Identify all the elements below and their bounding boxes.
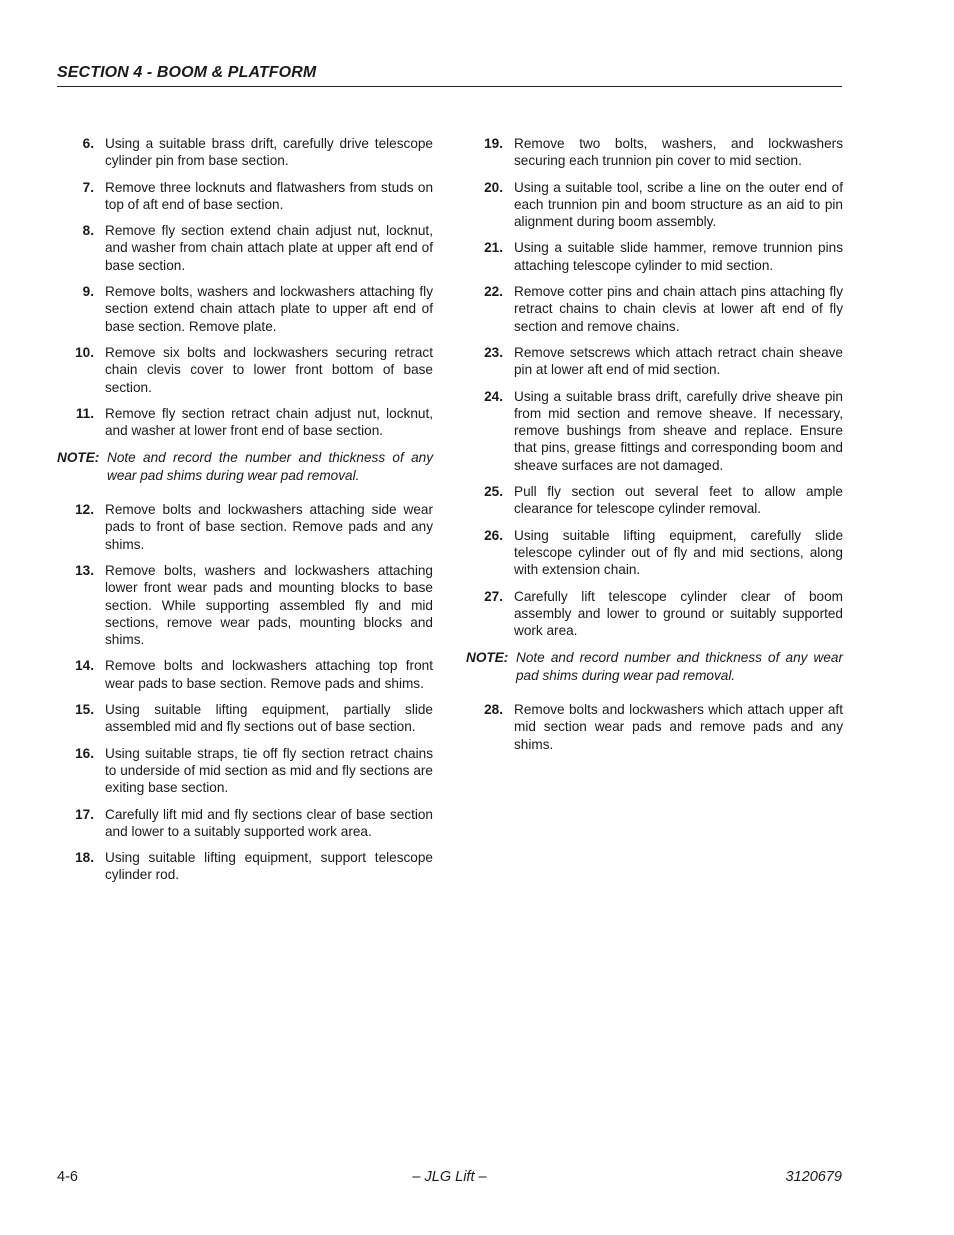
step-number: 19. [484, 136, 503, 151]
steps-list-right-a [466, 135, 843, 639]
footer-brand: – JLG Lift – [412, 1169, 487, 1185]
step-item [57, 745, 433, 797]
step-item [57, 806, 433, 841]
note-right [466, 649, 843, 684]
steps-list-left-a [57, 135, 433, 439]
step-number: 27. [484, 588, 503, 604]
step-text: Remove three locknuts and flatwashers from studs on top of aft end of base section. [105, 179, 433, 212]
step-text: Remove fly section retract chain adjust nut, locknut, and washer at lower front end of base section. [105, 405, 433, 439]
document-number: 3120679 [785, 1169, 842, 1185]
step-item [57, 701, 433, 736]
left-column [57, 135, 433, 893]
step-number: 24. [484, 388, 503, 404]
step-number: 14. [75, 658, 94, 674]
steps-list-left-b [57, 501, 433, 884]
step-text: Remove bolts, washers and lockwashers attaching lower front wear pads and mounting blocks to base section. While supporting assembled fly and mid sections, remove wear pads, mounting blocks and shims. [105, 562, 433, 648]
step-item [466, 388, 843, 474]
page-number: 4-6 [57, 1169, 78, 1185]
step-text: Using a suitable tool, scribe a line on the outer end of each trunnion pin and boom structure as an aid to pin alignment during boom assembly. [514, 179, 843, 230]
step-text: Remove bolts, washers and lockwashers attaching fly section extend chain attach plate to upper aft end of base section. Remove plate. [105, 284, 433, 334]
step-text: Remove six bolts and lockwashers securing retract chain clevis cover to lower front bottom of base section. [105, 344, 433, 395]
step-item [57, 179, 433, 214]
step-text: Using suitable lifting equipment, support telescope cylinder rod. [105, 850, 433, 883]
step-number: 12. [75, 502, 94, 518]
step-item [57, 657, 433, 692]
step-item [466, 283, 843, 335]
step-number: 8. [82, 223, 94, 239]
step-text: Remove setscrews which attach retract chain sheave pin at lower aft end of mid section. [514, 344, 843, 378]
note-label: NOTE: [466, 650, 509, 666]
note-label: NOTE: [57, 450, 100, 466]
step-item [57, 135, 433, 170]
step-item [57, 562, 433, 648]
step-item [466, 239, 843, 274]
note-text: Note and record number and thickness of any wear pad shims during wear pad removal. [516, 650, 843, 683]
step-item [57, 222, 433, 274]
note-text: Note and record the number and thickness of any wear pad shims during wear pad removal. [107, 450, 433, 483]
step-number: 25. [484, 484, 503, 500]
step-item [466, 701, 843, 753]
step-text: Remove two bolts, washers, and lockwashers securing each trunnion pin cover to mid section. [514, 136, 843, 169]
step-text: Remove bolts and lockwashers which attach upper aft mid section wear pads and remove pads and any shims. [514, 702, 843, 752]
step-item [466, 179, 843, 231]
page-footer [57, 1169, 842, 1186]
step-text: Remove fly section extend chain adjust nut, locknut, and washer from chain attach plate at upper aft end of base section. [105, 223, 433, 273]
step-item [57, 283, 433, 335]
section-title: SECTION 4 - BOOM & PLATFORM [57, 64, 317, 81]
step-number: 6. [82, 136, 94, 151]
step-text: Carefully lift telescope cylinder clear of boom assembly and lower to ground or suitably supported work area. [514, 588, 843, 639]
step-text: Carefully lift mid and fly sections clear of base section and lower to a suitably supported work area. [105, 806, 433, 839]
step-text: Remove cotter pins and chain attach pins attaching fly retract chains to chain clevis at lower aft end of fly section and remove chains. [514, 284, 843, 334]
step-number: 13. [75, 562, 94, 578]
step-text: Using a suitable brass drift, carefully drive telescope cylinder pin from base section. [105, 136, 433, 169]
step-number: 16. [75, 745, 94, 761]
step-number: 10. [75, 344, 94, 360]
step-number: 9. [82, 284, 94, 300]
steps-list-right-b [466, 701, 843, 753]
step-text: Remove bolts and lockwashers attaching side wear pads to front of base section. Remove pads and any shims. [105, 502, 433, 552]
step-number: 20. [484, 179, 503, 195]
step-number: 23. [484, 344, 503, 360]
step-item [466, 588, 843, 640]
step-number: 17. [75, 806, 94, 822]
note-left [57, 449, 433, 484]
step-item [57, 849, 433, 884]
step-item [57, 501, 433, 553]
step-number: 22. [484, 284, 503, 300]
step-number: 18. [75, 850, 94, 866]
step-item [466, 135, 843, 170]
step-number: 7. [82, 179, 94, 195]
section-header [57, 64, 842, 87]
step-text: Using suitable straps, tie off fly section retract chains to underside of mid section as mid and fly sections are exiting base section. [105, 745, 433, 796]
step-item [466, 344, 843, 379]
step-item [466, 527, 843, 579]
step-text: Pull fly section out several feet to allow ample clearance for telescope cylinder removal. [514, 484, 843, 517]
step-text: Using a suitable brass drift, carefully drive sheave pin from mid section and remove sheave. If necessary, remove bushings from sheave and replace. Ensure that pins, grease fittings and corresponding boom and sheave surfaces are not damaged. [514, 388, 843, 473]
step-item [466, 483, 843, 518]
step-number: 21. [484, 240, 503, 256]
step-text: Remove bolts and lockwashers attaching top front wear pads to base section. Remove pads and shims. [105, 658, 433, 691]
step-number: 26. [484, 527, 503, 543]
step-number: 11. [75, 405, 94, 421]
step-text: Using suitable lifting equipment, partially slide assembled mid and fly sections out of base section. [105, 702, 433, 735]
right-column [466, 135, 843, 762]
step-number: 15. [75, 702, 94, 718]
step-item [57, 405, 433, 440]
step-text: Using suitable lifting equipment, carefully slide telescope cylinder out of fly and mid sections, along with extension chain. [514, 527, 843, 578]
step-number: 28. [484, 702, 503, 718]
step-text: Using a suitable slide hammer, remove trunnion pins attaching telescope cylinder to mid section. [514, 240, 843, 273]
step-item [57, 344, 433, 396]
